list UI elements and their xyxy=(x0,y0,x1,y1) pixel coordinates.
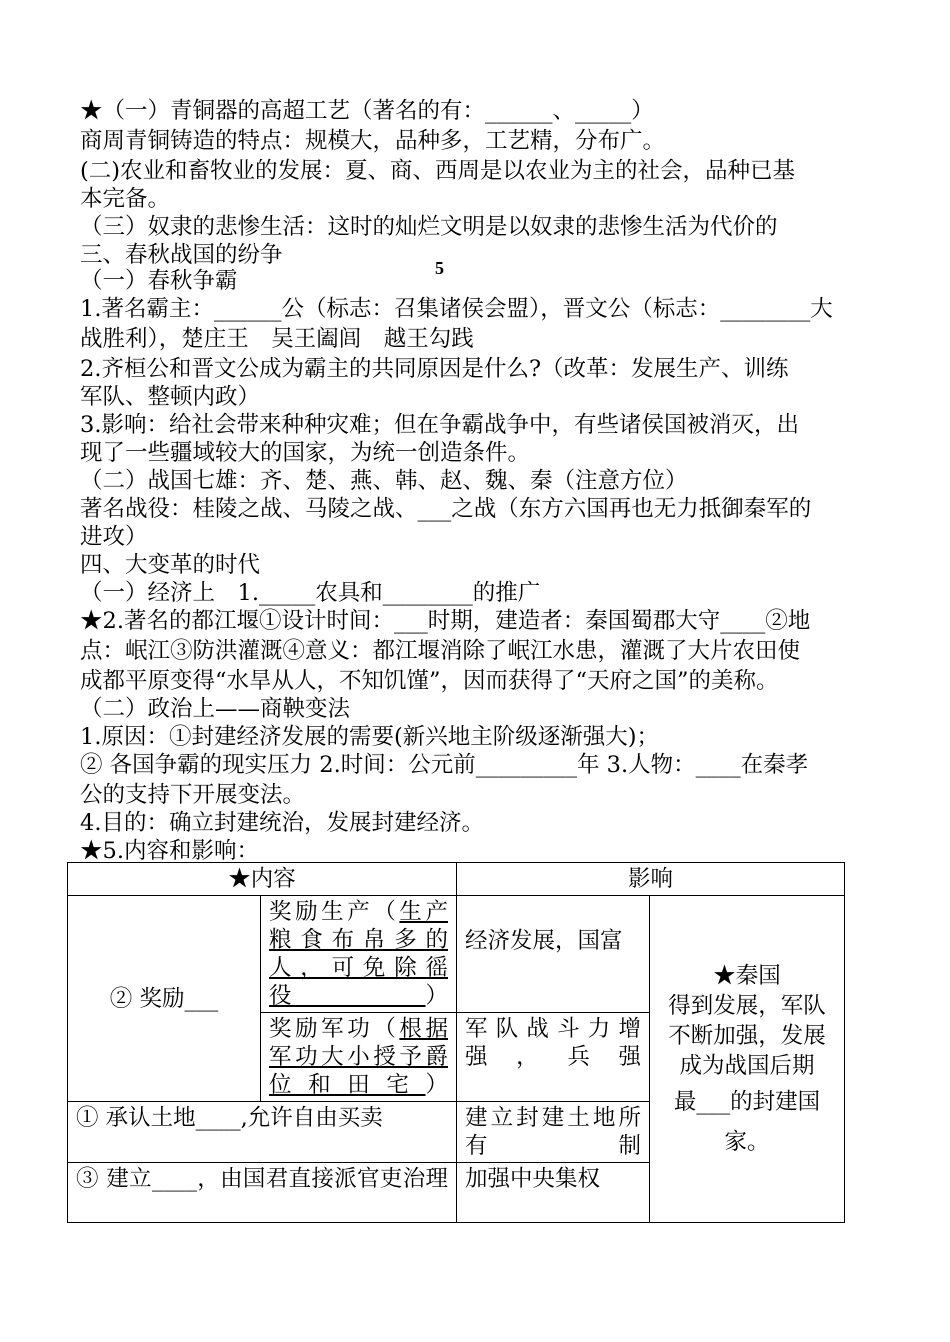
county-policy-effect: 加强中央集权 xyxy=(457,1163,650,1223)
line-bronze-features: 商周青铜铸造的特点：规模大，品种多，工艺精，分布广。 xyxy=(80,128,666,154)
line-battles: 著名战役：桂陵之战、马陵之战、___之战（东方六国再也无力抵御秦军的 xyxy=(80,496,812,522)
reward-production-label: 奖励生产（ xyxy=(269,899,400,925)
summary-line-4: 家。 xyxy=(724,1129,770,1155)
line-hegemons: 1.著名霸主：______公（标志：召集诸侯会盟），晋文公（标志：________大 xyxy=(80,296,833,322)
heading-reform-era: 四、大变革的时代 xyxy=(80,552,261,578)
heading-hegemony: （一）春秋争霸 xyxy=(80,268,238,294)
line-dujiangyan-cont2: 成都平原变得“水旱从人，不知饥馑”，因而获得了“天府之国”的美称。 xyxy=(80,668,779,694)
reward-military-effect: 军队战斗力增强，兵强 xyxy=(457,1013,650,1102)
line-economy: （一）经济上 1._____农具和________的推广 xyxy=(80,580,541,606)
land-policy-effect: 建立封建土地所有制 xyxy=(457,1102,650,1163)
page-number: 5 xyxy=(435,258,444,278)
summary-cell xyxy=(650,896,845,1223)
line-impact: 3.影响：给社会带来种种灾难；但在争霸战争中，有些诸侯国被消灭，出 xyxy=(80,412,799,438)
line-dujiangyan-cont: 点：岷江③防洪灌溉④意义：都江堰消除了岷江水患，灌溉了大片农田使 xyxy=(80,638,801,664)
line-agriculture-cont: 本完备。 xyxy=(80,186,171,212)
summary-line-2: 得到发展，军队不断加强，发展成为战国后期 xyxy=(668,993,826,1079)
header-content: ★内容 xyxy=(68,863,457,896)
line-time-person: ② 各国争霸的现实压力 2.时间：公元前_________年 3.人物：____在秦孝 xyxy=(80,752,809,778)
reward-label: ② 奖励___ xyxy=(68,896,261,1102)
reform-table xyxy=(67,862,845,1223)
reward-military xyxy=(261,1013,457,1102)
line-content-heading: ★5.内容和影响： xyxy=(80,838,259,864)
heading-shang-yang: （二）政治上——商鞅变法 xyxy=(80,696,351,722)
line-battles-cont: 进攻） xyxy=(80,524,148,550)
line-reason: 2.齐桓公和晋文公成为霸主的共同原因是什么?（改革：发展生产、训练 xyxy=(80,356,789,382)
summary-line-1: ★秦国 xyxy=(713,963,781,989)
line-hegemons-cont: 战胜利），楚庄王 吴王阖闾 越王勾践 xyxy=(80,326,474,352)
reward-military-detail: 根据军功大小授予爵位和田宅 xyxy=(269,1016,449,1098)
reward-production-effect: 经济发展，国富 xyxy=(457,896,650,1013)
county-policy: ③ 建立____，由国君直接派官吏治理 xyxy=(68,1163,457,1223)
line-causes: 1.原因：①封建经济发展的需要(新兴地主阶级逐渐强大)； xyxy=(80,724,660,750)
header-impact: 影响 xyxy=(457,863,845,896)
reward-production-close: ） xyxy=(425,983,449,1009)
line-slaves: （三）奴隶的悲惨生活：这时的灿烂文明是以奴隶的悲惨生活为代价的 xyxy=(80,214,778,240)
reward-military-label: 奖励军功（ xyxy=(269,1016,400,1042)
summary-line-3: 最___的封建国 xyxy=(673,1089,821,1115)
land-policy: ① 承认土地____,允许自由买卖 xyxy=(68,1102,457,1163)
line-purpose: 4.目的：确立封建统治，发展封建经济。 xyxy=(80,810,484,836)
line-impact-cont: 现了一些疆域较大的国家，为统一创造条件。 xyxy=(80,440,531,466)
line-reason-cont: 军队、整顿内政） xyxy=(80,384,261,410)
reward-military-close: ） xyxy=(425,1072,449,1098)
reward-production-detail: 生产粮食布帛多的人，可免除徭役 xyxy=(269,899,449,1009)
heading-spring-autumn: 三、春秋战国的纷争 xyxy=(80,242,283,268)
line-time-person-cont: 公的支持下开展变法。 xyxy=(80,782,306,808)
line-bronze: ★（一）青铜器的高超工艺（著名的有：______、_____） xyxy=(80,98,654,124)
reward-production xyxy=(261,896,457,1013)
line-dujiangyan: ★2.著名的都江堰①设计时间：___时期，建造者：秦国蜀郡大守____②地 xyxy=(80,608,811,634)
line-warring-states: （二）战国七雄：齐、楚、燕、韩、赵、魏、秦（注意方位） xyxy=(80,468,688,494)
line-agriculture: (二)农业和畜牧业的发展：夏、商、西周是以农业为主的社会，品种已基 xyxy=(80,158,796,184)
